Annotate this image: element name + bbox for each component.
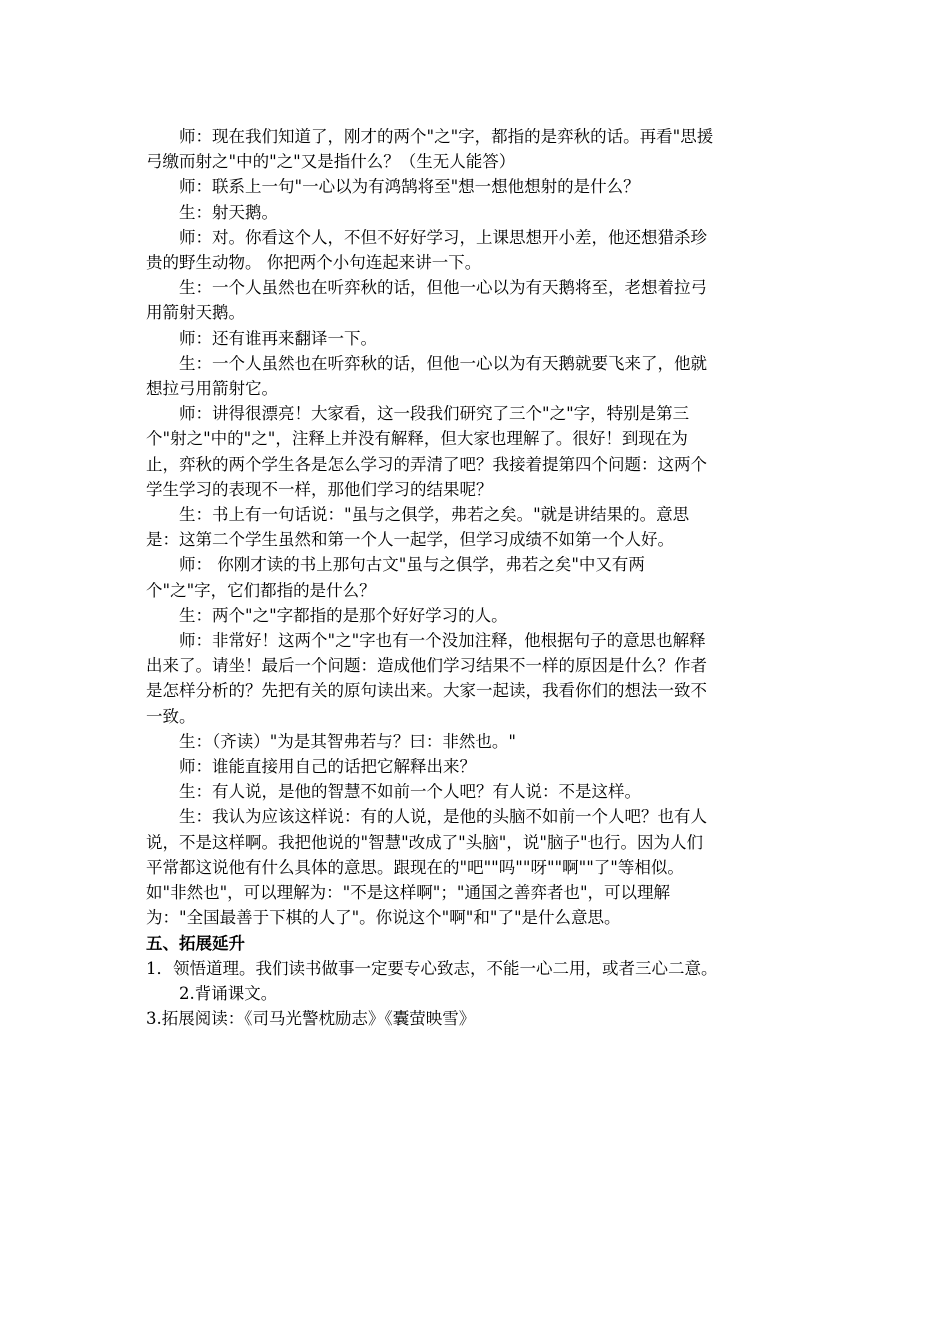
text-line: 一致。 — [146, 706, 196, 726]
text-line: 个"之"字，它们都指的是什么？ — [146, 580, 376, 600]
text-line: 如"非然也"，可以理解为："不是这样啊"；"通国之善弈者也"，可以理解 — [146, 883, 671, 903]
text-line: 师： 你刚才读的书上那句古文"虽与之俱学，弗若之矣"中又有两 — [179, 555, 645, 575]
text-line: 师：讲得很漂亮！大家看，这一段我们研究了三个"之"字，特别是第三 — [179, 404, 690, 424]
text-line: 止，弈秋的两个学生各是怎么学习的弄清了吧？我接着提第四个问题：这两个 — [146, 454, 707, 474]
text-line: 生：（齐读）"为是其智弗若与？曰：非然也。" — [179, 731, 516, 751]
text-line: 1．领悟道理。我们读书做事一定要专心致志，不能一心二用，或者三心二意。 — [146, 958, 718, 978]
document-body — [146, 124, 810, 1031]
text-line: 用箭射天鹅。 — [146, 303, 245, 323]
text-line: 生：两个"之"字都指的是那个好好学习的人。 — [179, 605, 508, 625]
text-line: 为："全国最善于下棋的人了"。你说这个"啊"和"了"是什么意思。 — [146, 908, 621, 928]
text-line: 师：非常好！这两个"之"字也有一个没加注释，他根据句子的意思也解释 — [179, 631, 706, 651]
text-line: 贵的野生动物。 你把两个小句连起来讲一下。 — [146, 253, 482, 273]
text-line: 弓缴而射之"中的"之"又是指什么？（生无人能答） — [146, 152, 516, 172]
text-line: 师：还有谁再来翻译一下。 — [179, 328, 377, 348]
text-line: 是怎样分析的？先把有关的原句读出来。大家一起读，我看你们的想法一致不 — [146, 681, 707, 701]
text-line: 说，不是这样啊。我把他说的"智慧"改成了"头脑"，说"脑子"也行。因为人们 — [146, 832, 704, 852]
text-line: 生：一个人虽然也在听弈秋的话，但他一心以为有天鹅将至，老想着拉弓 — [179, 278, 707, 298]
text-line: 想拉弓用箭射它。 — [146, 379, 278, 399]
text-line: 学生学习的表现不一样，那他们学习的结果呢？ — [146, 479, 493, 499]
text-line: 师：对。你看这个人，不但不好好学习，上课思想开小差，他还想猎杀珍 — [179, 227, 707, 247]
text-line: 生：射天鹅。 — [179, 202, 278, 222]
text-line: 师：现在我们知道了，刚才的两个"之"字，都指的是弈秋的话。再看"思援 — [179, 127, 714, 146]
text-line: 生：书上有一句话说："虽与之俱学，弗若之矣。"就是讲结果的。意思 — [179, 505, 690, 525]
text-line: 3.拓展阅读：《司马光警枕励志》《囊萤映雪》 — [146, 1009, 476, 1029]
text-line: 平常都这说他有什么具体的意思。跟现在的"吧""吗""呀""啊""了"等相似。 — [146, 857, 684, 877]
text-line: 2.背诵课文。 — [179, 983, 278, 1003]
text-line: 师：联系上一句"一心以为有鸿鹄将至"想一想他想射的是什么？ — [179, 177, 640, 197]
text-line: 生：我认为应该这样说：有的人说，是他的头脑不如前一个人吧？也有人 — [179, 807, 707, 827]
section-heading: 五、拓展延升 — [146, 933, 245, 953]
text-line: 个"射之"中的"之"，注释上并没有解释，但大家也理解了。很好！到现在为 — [146, 429, 688, 449]
text-line: 生：一个人虽然也在听弈秋的话，但他一心以为有天鹅就要飞来了，他就 — [179, 353, 707, 373]
text-line: 出来了。请坐！最后一个问题：造成他们学习结果不一样的原因是什么？作者 — [146, 656, 707, 676]
text-line: 师：谁能直接用自己的话把它解释出来？ — [179, 757, 476, 777]
text-line: 生：有人说，是他的智慧不如前一个人吧？有人说：不是这样。 — [179, 782, 641, 802]
text-line: 是：这第二个学生虽然和第一个人一起学，但学习成绩不如第一个人好。 — [146, 530, 674, 550]
